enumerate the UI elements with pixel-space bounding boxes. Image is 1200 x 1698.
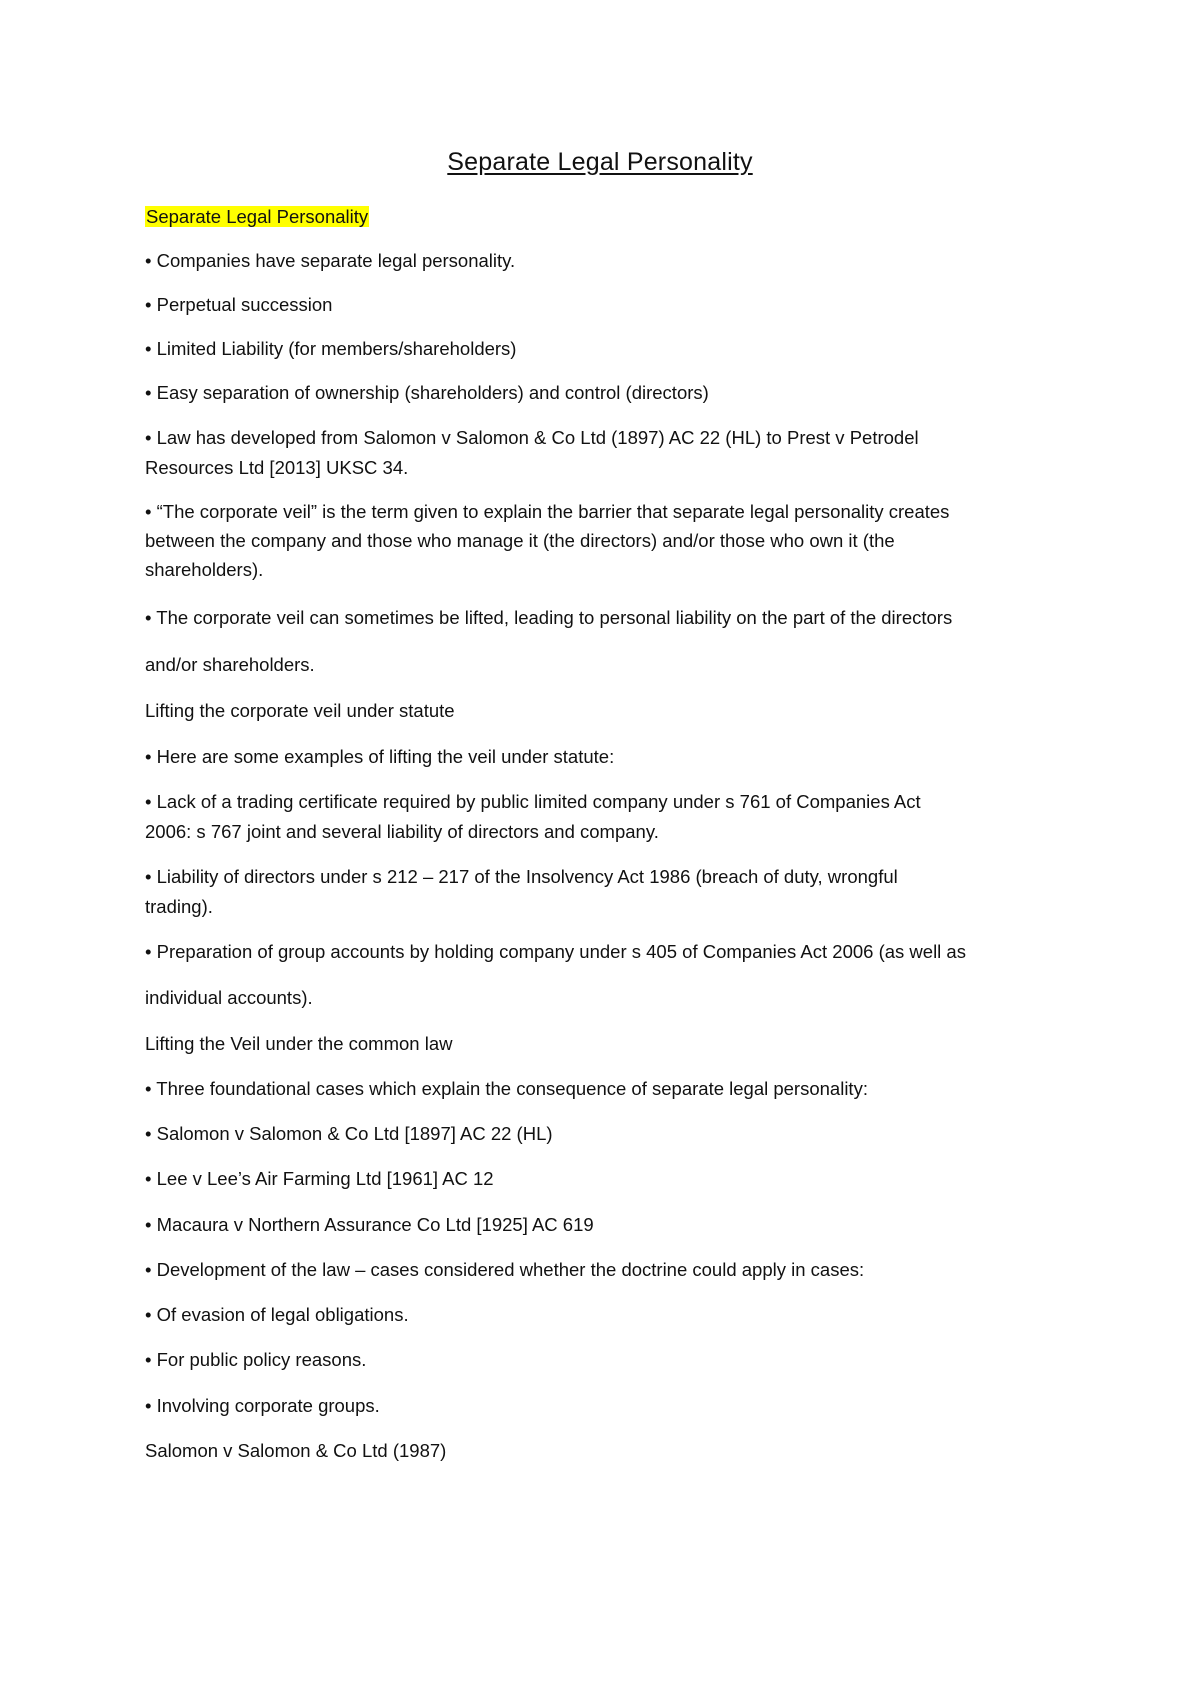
bullet-line: • Limited Liability (for members/shareholders) <box>145 338 517 359</box>
continuation-line: 2006: s 767 joint and several liability of directors and company. <box>145 821 659 842</box>
continuation-line: individual accounts). <box>145 987 313 1008</box>
bullet-line: • Involving corporate groups. <box>145 1395 380 1416</box>
bullet-line: • Perpetual succession <box>145 294 333 315</box>
subheading: Lifting the Veil under the common law <box>145 1033 453 1054</box>
bullet-line: • Three foundational cases which explain the consequence of separate legal personality: <box>145 1078 868 1099</box>
subheading: Salomon v Salomon & Co Ltd (1987) <box>145 1440 447 1461</box>
bullet-line: • “The corporate veil” is the term given to explain the barrier that separate legal personality creates <box>145 501 950 522</box>
continuation-line: trading). <box>145 896 213 917</box>
continuation-line: between the company and those who manage it (the directors) and/or those who own it (the <box>145 530 895 551</box>
bullet-line: • Here are some examples of lifting the veil under statute: <box>145 746 615 767</box>
bullet-line: • Lee v Lee’s Air Farming Ltd [1961] AC 12 <box>145 1168 494 1189</box>
bullet-line: • Macaura v Northern Assurance Co Ltd [1925] AC 619 <box>145 1214 594 1235</box>
bullet-line: • Law has developed from Salomon v Salomon & Co Ltd (1897) AC 22 (HL) to Prest v Petrodel <box>145 427 919 448</box>
page-title: Separate Legal Personality <box>447 148 753 176</box>
subheading: Lifting the corporate veil under statute <box>145 700 455 721</box>
section-heading-highlighted <box>145 202 1065 232</box>
bullet-line: • Companies have separate legal personality. <box>145 250 516 271</box>
bullet-line: • Of evasion of legal obligations. <box>145 1304 409 1325</box>
bullet-line: • Lack of a trading certificate required by public limited company under s 761 of Companies Act <box>145 791 921 812</box>
bullet-line: • Preparation of group accounts by holding company under s 405 of Companies Act 2006 (as well as <box>145 941 966 962</box>
bullet-line: • Development of the law – cases considered whether the doctrine could apply in cases: <box>145 1259 865 1280</box>
bullet-line: • For public policy reasons. <box>145 1349 367 1370</box>
bullet-line: • Easy separation of ownership (shareholders) and control (directors) <box>145 382 709 403</box>
bullet-line: • Liability of directors under s 212 – 217 of the Insolvency Act 1986 (breach of duty, wrongful <box>145 866 898 887</box>
continuation-line: shareholders). <box>145 559 264 580</box>
highlighted-text: Separate Legal Personality <box>146 206 369 227</box>
continuation-line: and/or shareholders. <box>145 654 315 675</box>
continuation-line: Resources Ltd [2013] UKSC 34. <box>145 457 409 478</box>
bullet-line: • The corporate veil can sometimes be lifted, leading to personal liability on the part of the directors <box>145 607 953 628</box>
bullet-line: • Salomon v Salomon & Co Ltd [1897] AC 22 (HL) <box>145 1123 553 1144</box>
